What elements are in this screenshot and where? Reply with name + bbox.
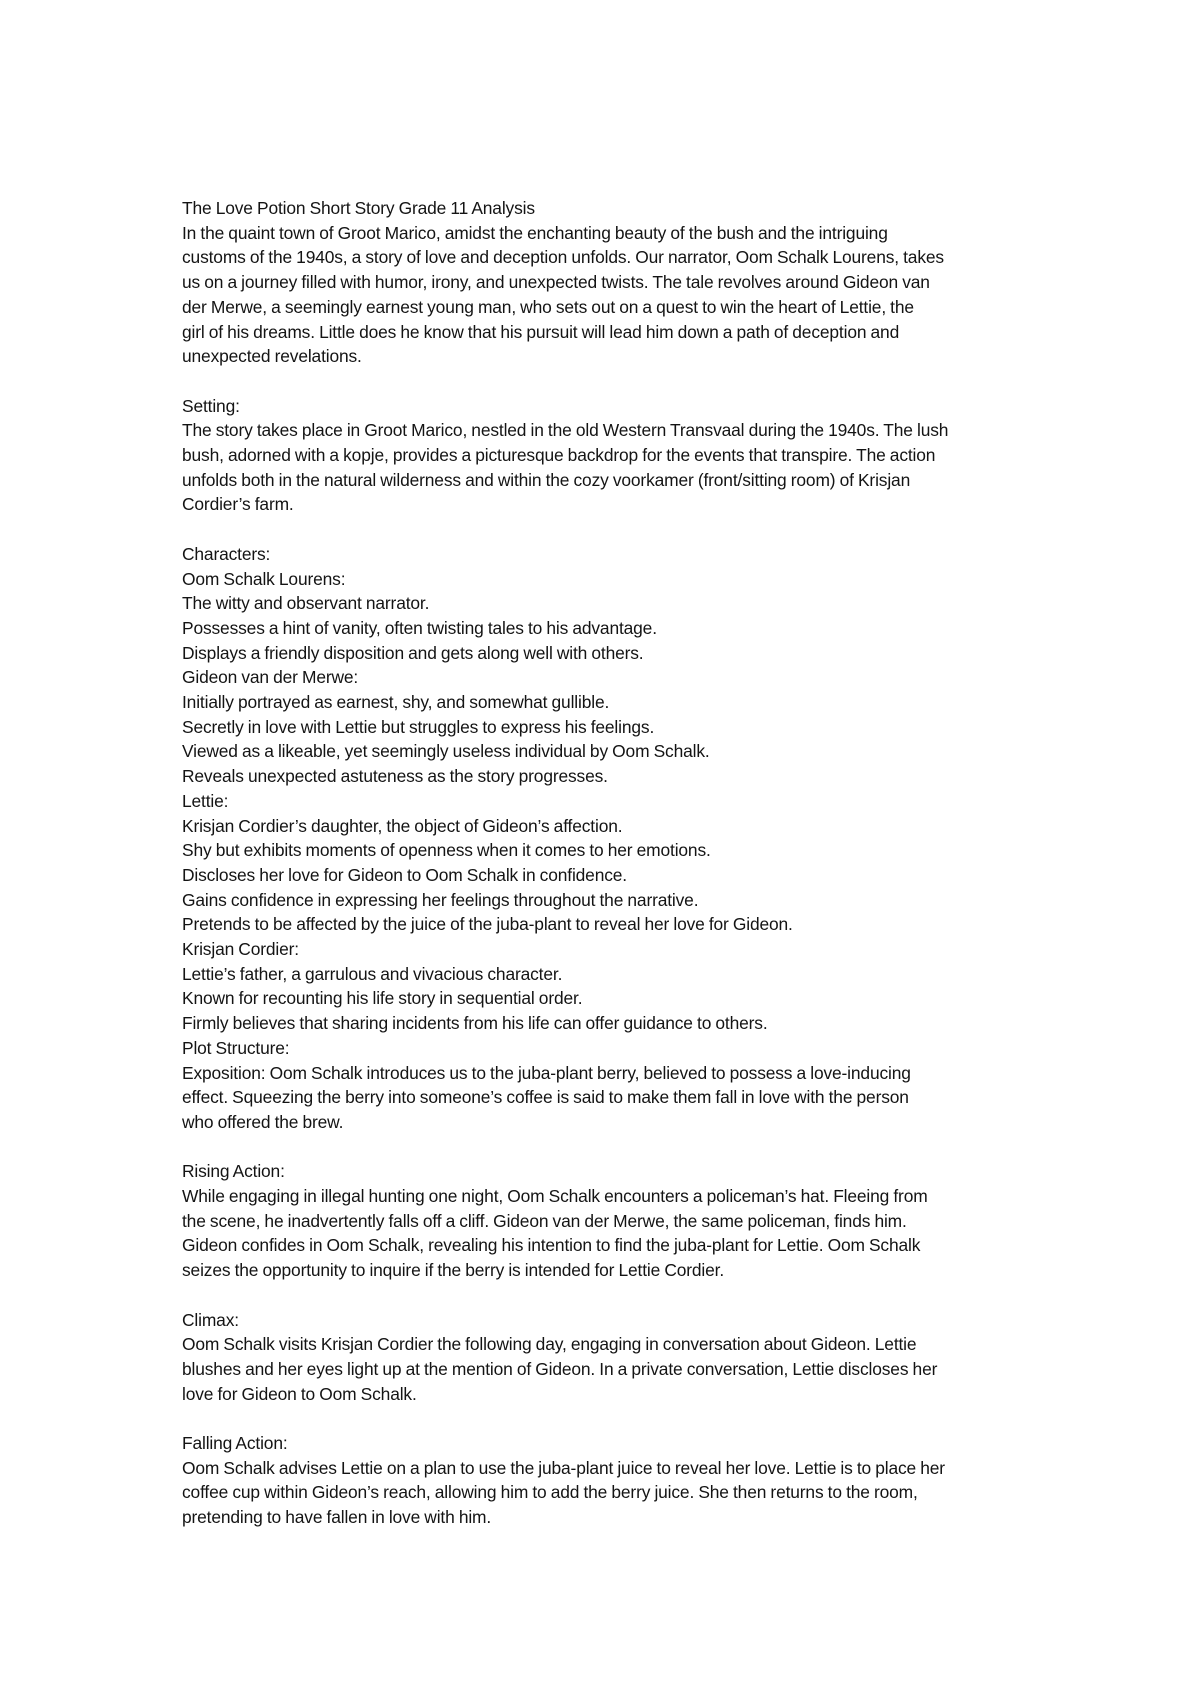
exposition-line: who offered the brew. [182,1111,344,1132]
document-body [182,196,1028,1530]
paragraph-gap [182,369,1028,394]
rising-action-line: While engaging in illegal hunting one night, Oom Schalk encounters a policeman’s hat. Fleeing from [182,1186,928,1207]
climax-heading: Climax: [182,1309,239,1330]
rising-action-section [182,1159,1028,1283]
intro-line: unexpected revelations. [182,346,362,367]
setting-heading: Setting: [182,395,240,416]
character-trait: Known for recounting his life story in sequential order. [182,988,583,1009]
falling-action-section [182,1431,1028,1530]
character-trait: Viewed as a likeable, yet seemingly useless individual by Oom Schalk. [182,741,710,762]
character-name: Oom Schalk Lourens: [182,568,346,589]
exposition-line: effect. Squeezing the berry into someone’s coffee is said to make them fall in love with the person [182,1087,909,1108]
character-trait: Secretly in love with Lettie but struggles to express his feelings. [182,716,655,737]
paragraph-gap [182,517,1028,542]
character-trait: The witty and observant narrator. [182,593,430,614]
character-trait: Displays a friendly disposition and gets along well with others. [182,642,644,663]
character-name: Gideon van der Merwe: [182,667,359,688]
falling-action-line: coffee cup within Gideon’s reach, allowing him to add the berry juice. She then returns to the room, [182,1482,918,1503]
intro-paragraph [182,196,1028,369]
character-trait: Discloses her love for Gideon to Oom Schalk in confidence. [182,864,627,885]
character-trait: Initially portrayed as earnest, shy, and somewhat gullible. [182,692,610,713]
setting-line: unfolds both in the natural wilderness and within the cozy voorkamer (front/sitting room) of Krisjan [182,469,911,490]
character-trait: Shy but exhibits moments of openness when it comes to her emotions. [182,840,711,861]
intro-line: girl of his dreams. Little does he know that his pursuit will lead him down a path of deception and [182,321,900,342]
falling-action-heading: Falling Action: [182,1433,288,1454]
rising-action-line: Gideon confides in Oom Schalk, revealing his intention to find the juba-plant for Lettie. Oom Schalk [182,1235,921,1256]
intro-line: customs of the 1940s, a story of love and deception unfolds. Our narrator, Oom Schalk Lourens, takes [182,247,944,268]
intro-line: In the quaint town of Groot Marico, amidst the enchanting beauty of the bush and the intriguing [182,222,888,243]
character-name: Krisjan Cordier: [182,939,299,960]
character-trait: Lettie’s father, a garrulous and vivacious character. [182,963,563,984]
intro-line: us on a journey filled with humor, irony, and unexpected twists. The tale revolves around Gideon van [182,272,930,293]
climax-line: love for Gideon to Oom Schalk. [182,1383,417,1404]
climax-line: blushes and her eyes light up at the mention of Gideon. In a private conversation, Lettie discloses her [182,1358,938,1379]
character-name: Lettie: [182,790,229,811]
characters-heading: Characters: [182,543,271,564]
setting-line: The story takes place in Groot Marico, nestled in the old Western Transvaal during the 1940s. The lush [182,420,949,441]
rising-action-line: the scene, he inadvertently falls off a cliff. Gideon van der Merwe, the same policeman, finds him. [182,1210,907,1231]
character-trait: Gains confidence in expressing her feelings throughout the narrative. [182,889,699,910]
climax-section [182,1308,1028,1407]
intro-line: der Merwe, a seemingly earnest young man, who sets out on a quest to win the heart of Lettie, the [182,296,914,317]
climax-line: Oom Schalk visits Krisjan Cordier the following day, engaging in conversation about Gideon. Lettie [182,1334,917,1355]
setting-line: bush, adorned with a kopje, provides a picturesque backdrop for the events that transpire. The action [182,445,936,466]
setting-line: Cordier’s farm. [182,494,294,515]
character-trait: Reveals unexpected astuteness as the story progresses. [182,766,608,787]
paragraph-gap [182,1406,1028,1431]
rising-action-line: seizes the opportunity to inquire if the berry is intended for Lettie Cordier. [182,1260,725,1281]
paragraph-gap [182,1283,1028,1308]
rising-action-heading: Rising Action: [182,1161,285,1182]
document-title: The Love Potion Short Story Grade 11 Analysis [182,198,535,218]
exposition-line: Exposition: Oom Schalk introduces us to the juba-plant berry, believed to possess a love-inducing [182,1062,911,1083]
falling-action-line: pretending to have fallen in love with him. [182,1507,492,1528]
falling-action-line: Oom Schalk advises Lettie on a plan to use the juba-plant juice to reveal her love. Lettie is to place her [182,1457,945,1478]
setting-section [182,394,1028,518]
plot-structure-heading: Plot Structure: [182,1037,290,1058]
paragraph-gap [182,1135,1028,1160]
character-trait: Pretends to be affected by the juice of the juba-plant to reveal her love for Gideon. [182,914,793,935]
character-trait: Possesses a hint of vanity, often twisting tales to his advantage. [182,617,657,638]
character-trait: Firmly believes that sharing incidents from his life can offer guidance to others. [182,1013,768,1034]
characters-section [182,542,1028,1135]
character-trait: Krisjan Cordier’s daughter, the object of Gideon’s affection. [182,815,623,836]
